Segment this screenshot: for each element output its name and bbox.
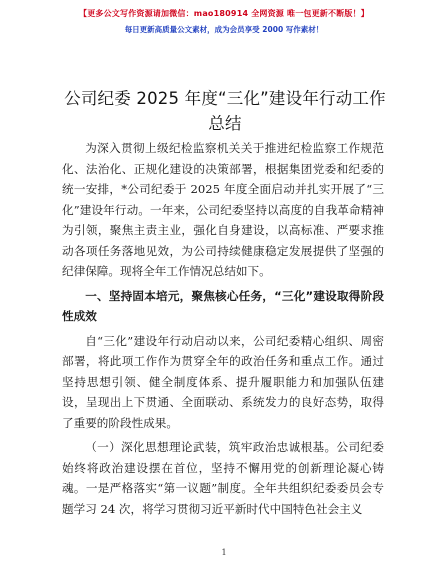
banner-line-blue: 每日更新高质量公文素材，成为会员享受 2000 写作素材！: [124, 25, 324, 34]
document-body: [62, 138, 384, 519]
document-title: 公司纪委 2025 年度“三化”建设年行动工作总结: [64, 89, 386, 133]
section-heading-1: [62, 286, 384, 327]
page-number: 1: [221, 548, 227, 557]
section-heading-1-text: 一、坚持固本培元，聚焦核心任务，“三化”建设取得阶段性成效: [62, 288, 384, 323]
promo-banner: [0, 8, 448, 36]
paragraph-intro: 为深入贯彻上级纪检监察机关关于推进纪检监察工作规范化、法治化、正规化建设的决策部署，根据集团党委和纪委的统一安排，*公司纪委于 2025 年度全面启动并扎实开展了“三化”建设年行动。一年来，公司纪委坚持以高度的自我革命精神为引领，聚焦主责主业，强化自身建设，以高标准、严要求推动各项任务落地见效，为公司持续健康稳定发展提供了坚强的纪律保障。现将全年工作情况总结如下。: [62, 141, 384, 278]
banner-line-red: 【更多公文写作资源请加微信：mao180914 全网资源 唯一包更新不断版！】: [79, 9, 369, 18]
paragraph-section-1: 自“三化”建设年行动启动以来，公司纪委精心组织、周密部署，将此项工作作为贯穿全年的政治任务和重点工作。通过坚持思想引领、健全制度体系、提升履职能力和加强队伍建设，呈现出上下贯通、全面联动、系统发力的良好态势，取得了重要的阶段性成果。: [62, 333, 384, 430]
paragraph-subsection-1: （一）深化思想理论武装，筑牢政治忠诚根基。公司纪委始终将政治建设摆在首位，坚持不懈用党的创新理论凝心铸魂。一是严格落实“第一议题”制度。全年共组织纪委委员会专题学习 24 次，将学习贯彻习近平新时代中国特色社会主义: [62, 440, 384, 516]
